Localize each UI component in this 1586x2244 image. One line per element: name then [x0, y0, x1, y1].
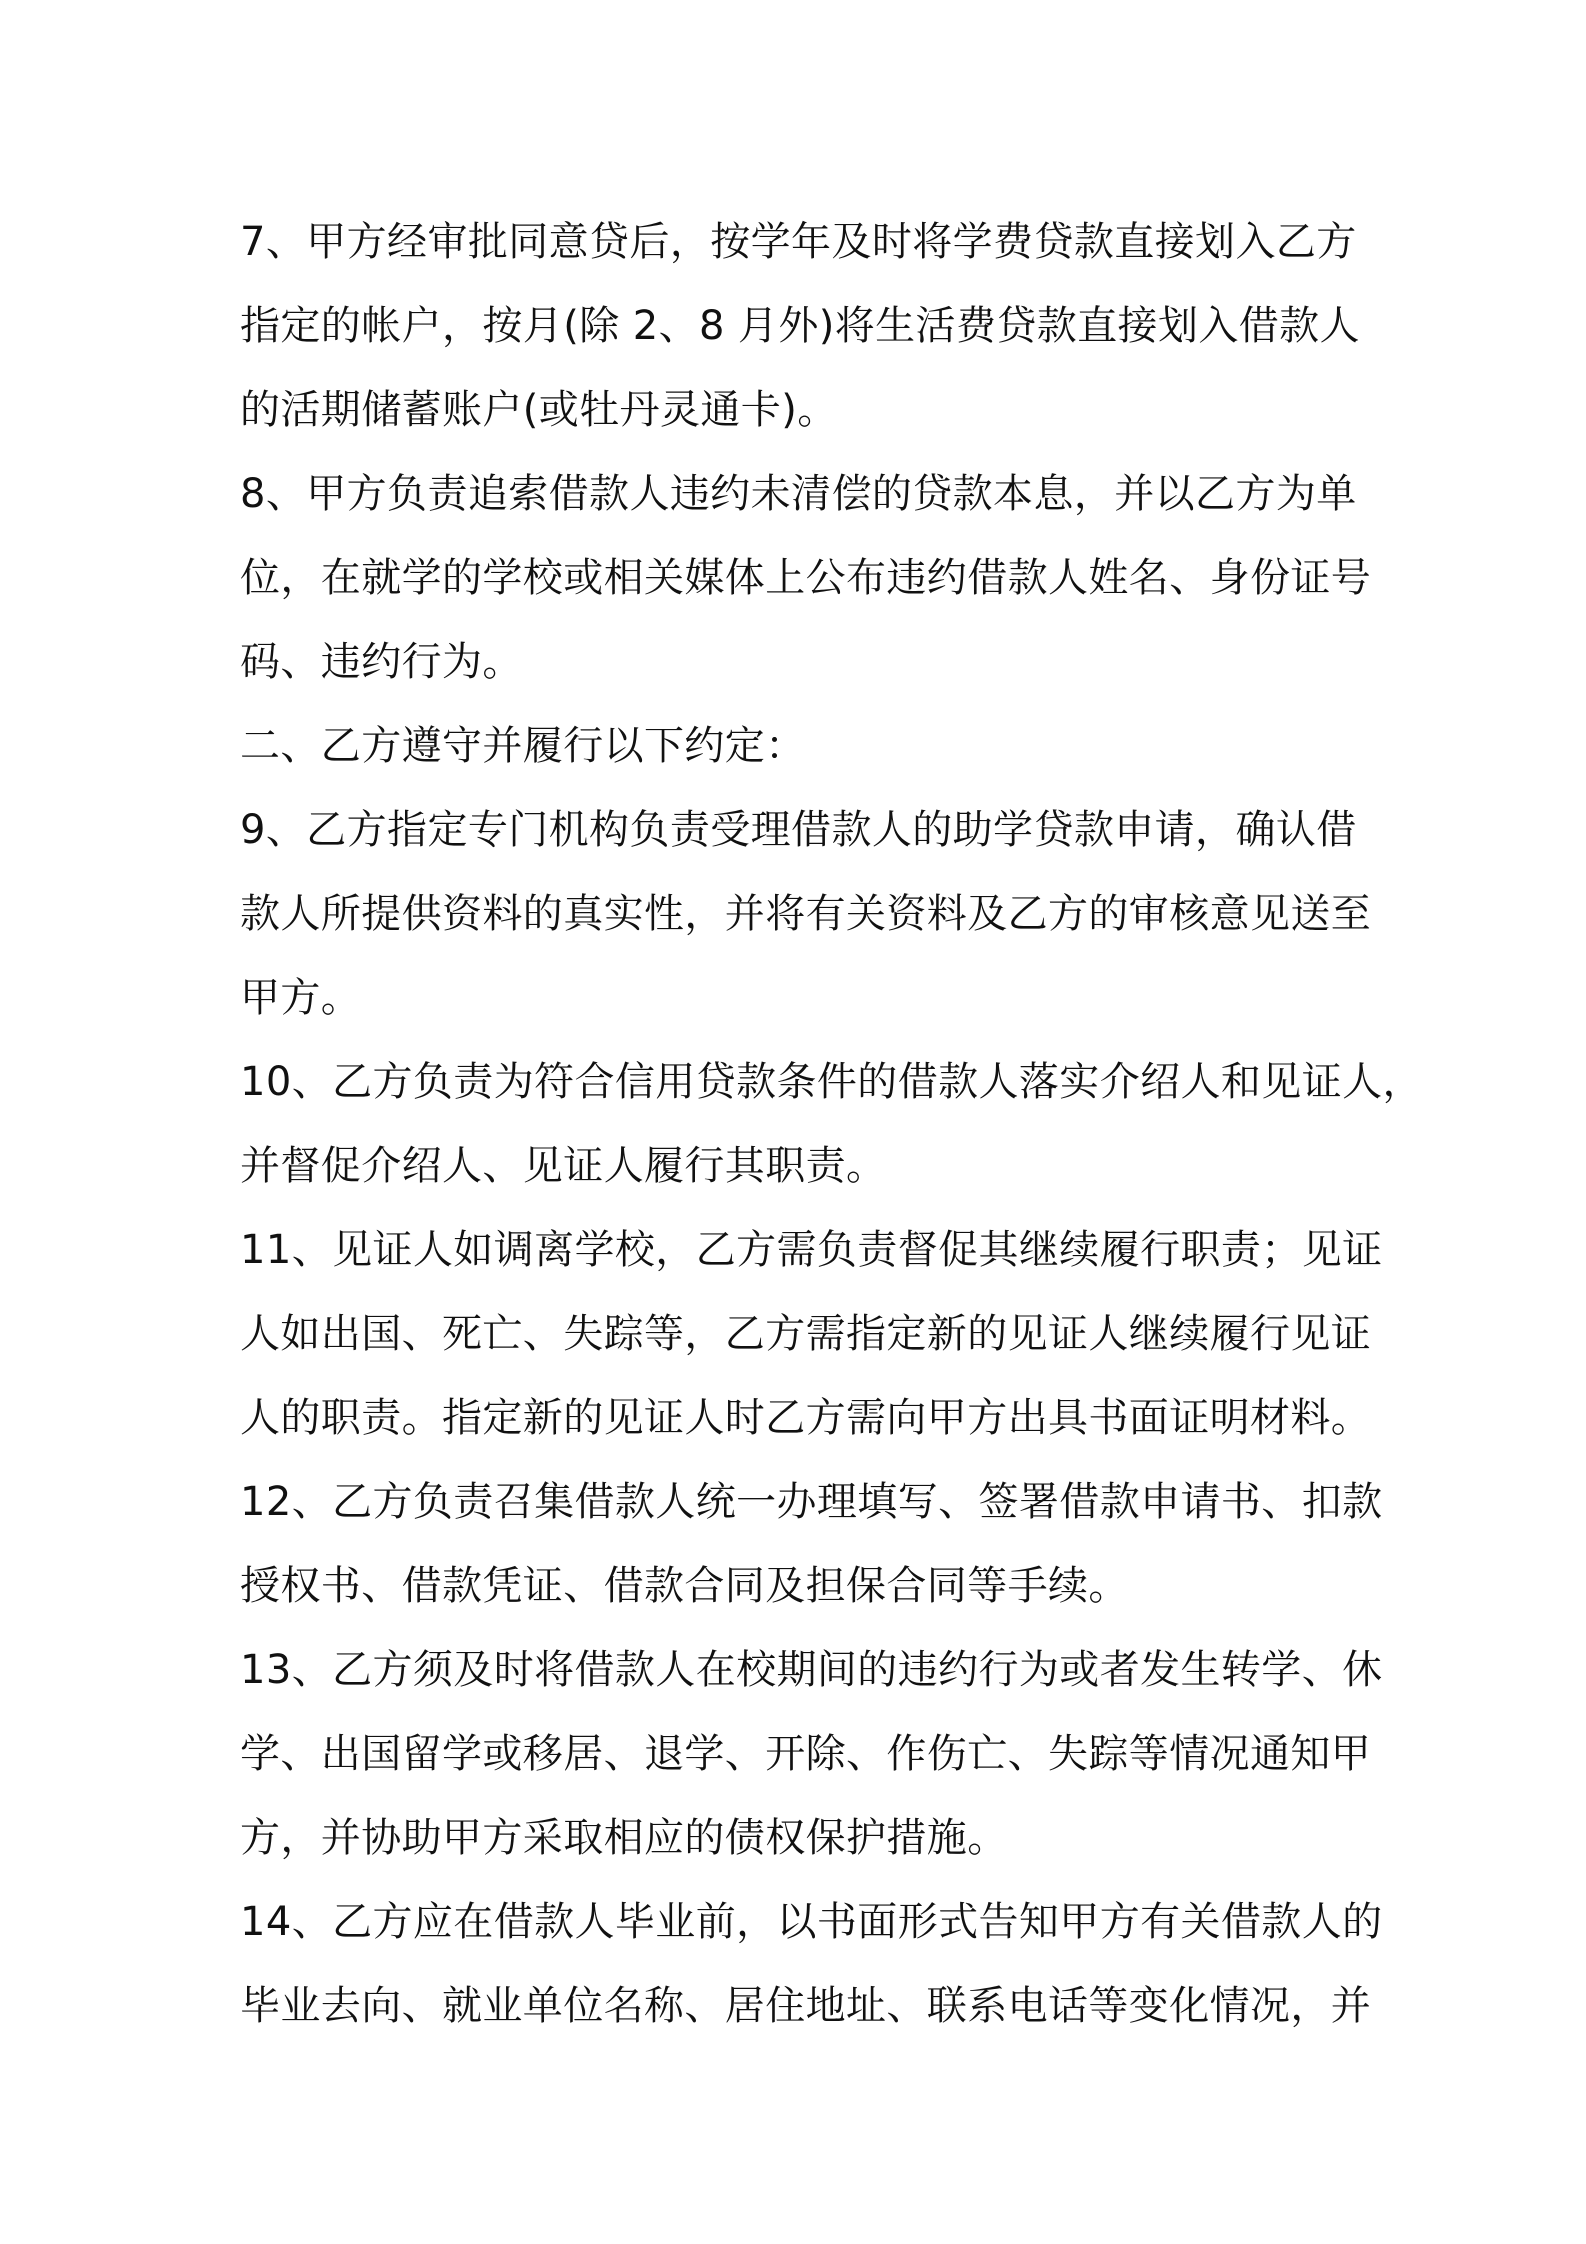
text-line: 10、乙方负责为符合信用贷款条件的借款人落实介绍人和见证人，: [240, 1059, 1423, 1105]
text-line: 毕业去向、就业单位名称、居住地址、联系电话等变化情况，并: [240, 1983, 1372, 2029]
text-line: 学、出国留学或移居、退学、开除、作伤亡、失踪等情况通知甲: [240, 1731, 1372, 1777]
text-line: 位，在就学的学校或相关媒体上公布违约借款人姓名、身份证号: [240, 555, 1372, 601]
text-line: 甲方。: [240, 975, 362, 1021]
text-line: 7、甲方经审批同意贷后，按学年及时将学费贷款直接划入乙方: [240, 219, 1357, 265]
text-line: 人的职责。指定新的见证人时乙方需向甲方出具书面证明材料。: [240, 1395, 1372, 1441]
text-line: 9、乙方指定专门机构负责受理借款人的助学贷款申请，确认借: [240, 807, 1357, 853]
text-line: 8、甲方负责追索借款人违约未清偿的贷款本息，并以乙方为单: [240, 471, 1357, 517]
text-line: 方，并协助甲方采取相应的债权保护措施。: [240, 1815, 1008, 1861]
text-line: 授权书、借款凭证、借款合同及担保合同等手续。: [240, 1563, 1129, 1609]
section-heading: 二、乙方遵守并履行以下约定：: [240, 723, 806, 769]
text-line: 并督促介绍人、见证人履行其职责。: [240, 1143, 887, 1189]
text-line: 12、乙方负责召集借款人统一办理填写、签署借款申请书、扣款: [240, 1479, 1383, 1525]
text-line: 的活期储蓄账户(或牡丹灵通卡)。: [240, 387, 838, 433]
text-line: 码、违约行为。: [240, 639, 523, 685]
text-line: 11、见证人如调离学校，乙方需负责督促其继续履行职责；见证: [240, 1227, 1383, 1273]
text-line: 14、乙方应在借款人毕业前，以书面形式告知甲方有关借款人的: [240, 1899, 1383, 1945]
text-line: 指定的帐户，按月(除 2、8 月外)将生活费贷款直接划入借款人: [240, 303, 1360, 349]
text-line: 人如出国、死亡、失踪等，乙方需指定新的见证人继续履行见证: [240, 1311, 1372, 1357]
text-line: 款人所提供资料的真实性，并将有关资料及乙方的审核意见送至: [240, 891, 1372, 937]
text-line: 13、乙方须及时将借款人在校期间的违约行为或者发生转学、休: [240, 1647, 1383, 1693]
